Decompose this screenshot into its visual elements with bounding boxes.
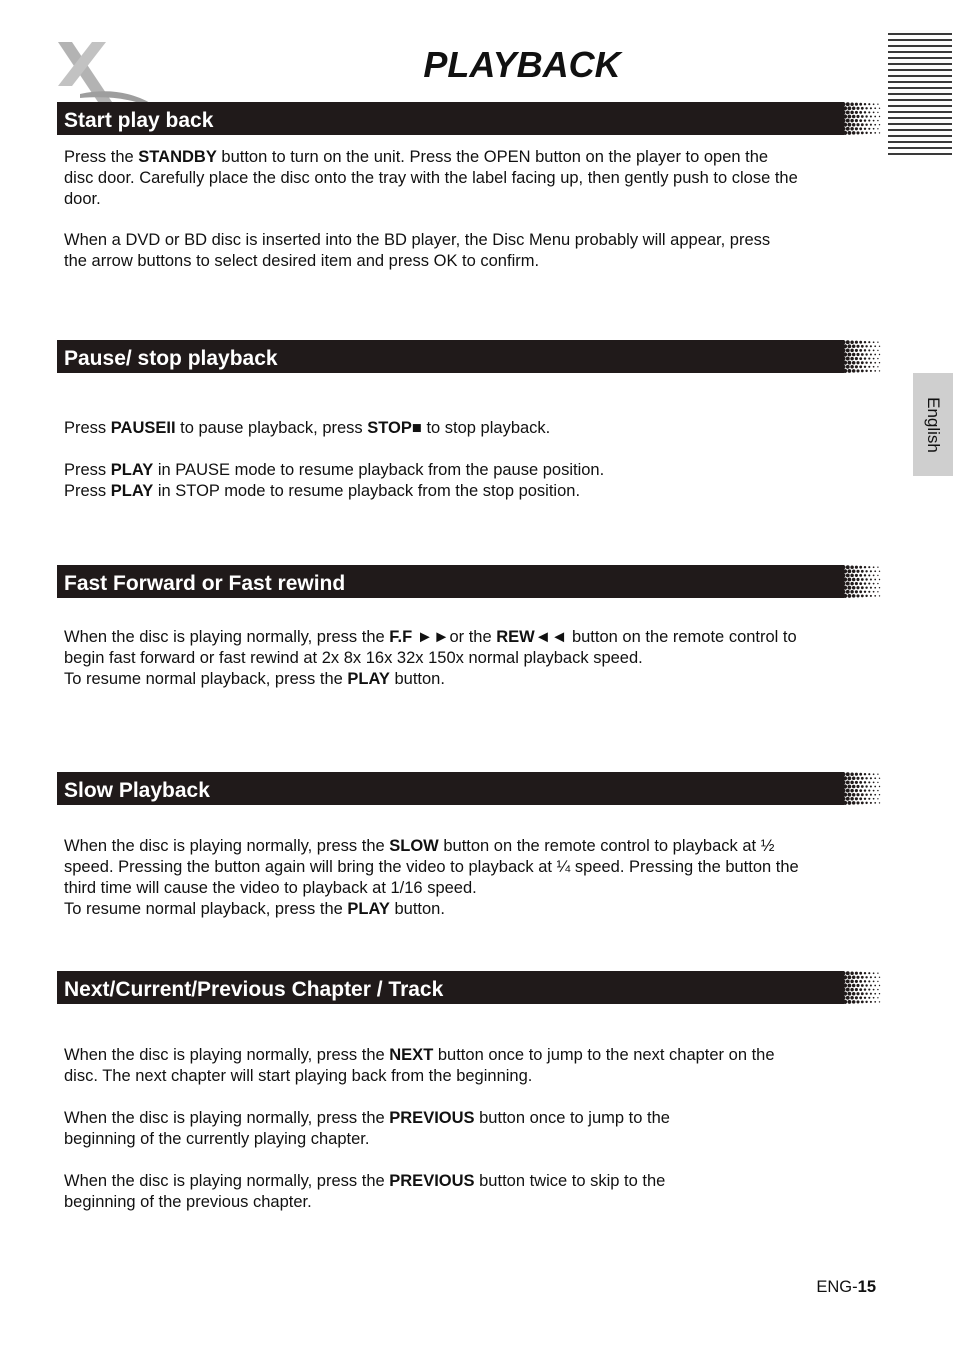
section-header-pause-stop-playback (57, 340, 881, 373)
bold-term: STOP■ (367, 419, 422, 437)
paragraph: Press PAUSEII to pause playback, press STOP■ to stop playback. (64, 419, 551, 437)
bold-term: PLAY (110, 461, 154, 479)
section-header-slow-playback (57, 772, 881, 805)
halftone-dots-icon (841, 102, 881, 135)
page-title: PLAYBACK (423, 44, 621, 85)
bold-term: PREVIOUS (389, 1172, 475, 1190)
bold-term: REW◄◄ (496, 628, 568, 646)
section-title: Pause/ stop playback (64, 347, 278, 370)
paragraph: Press the STANDBY button to turn on the unit. Press the OPEN button on the player to open the disc door. Carefully place the disc onto the tray with the label facing up, then gently push to close the door. (64, 148, 798, 208)
bold-term: PREVIOUS (389, 1109, 475, 1127)
paragraph: Press PLAY in PAUSE mode to resume playback from the pause position. Press PLAY in STOP mode to resume playback from the stop position. (64, 461, 605, 500)
horizontal-stripes-icon (888, 32, 952, 158)
halftone-dots-icon (841, 565, 881, 598)
bold-term: NEXT (389, 1046, 434, 1064)
page-number-prefix: ENG- (816, 1278, 858, 1296)
paragraph: When a DVD or BD disc is inserted into the BD player, the Disc Menu probably will appear, press the arrow buttons to select desired item and press OK to confirm. (64, 231, 771, 270)
halftone-dots-icon (841, 340, 881, 373)
paragraph: When the disc is playing normally, press the PREVIOUS button once to jump to the beginning of the currently playing chapter. (64, 1109, 670, 1148)
paragraph: When the disc is playing normally, press the NEXT button once to jump to the next chapter on the disc. The next chapter will start playing back from the beginning. (64, 1046, 775, 1085)
bold-term: PLAY (347, 900, 390, 918)
bold-term: STANDBY (138, 148, 217, 166)
language-tab-label: English (924, 396, 944, 453)
bold-term: PLAY (347, 670, 390, 688)
section-header-chapter-track (57, 971, 881, 1004)
section-title: Start play back (64, 109, 214, 132)
bold-term: SLOW (389, 837, 439, 855)
bold-term: PAUSEII (110, 419, 176, 437)
language-tab (913, 373, 953, 476)
section-title: Next/Current/Previous Chapter / Track (64, 978, 444, 1001)
section-title: Fast Forward or Fast rewind (64, 572, 346, 595)
bold-term: PLAY (110, 482, 154, 500)
bold-term: F.F ►► (389, 628, 450, 646)
section-header-start-play-back (57, 102, 881, 135)
paragraph: When the disc is playing normally, press the F.F ►►or the REW◄◄ button on the remote control to begin fast forward or fast rewind at 2x 8x 16x 32x 150x normal playback speed. To resume normal playback, press the PLAY button. (64, 628, 797, 688)
section-title: Slow Playback (64, 779, 210, 802)
halftone-dots-icon (841, 772, 881, 805)
page-number (790, 1277, 876, 1298)
section-header-fast-forward-rewind (57, 565, 881, 598)
paragraph: When the disc is playing normally, press the PREVIOUS button twice to skip to the beginning of the previous chapter. (64, 1172, 666, 1211)
halftone-dots-icon (841, 971, 881, 1004)
page-number-value: 15 (857, 1278, 876, 1296)
paragraph: When the disc is playing normally, press the SLOW button on the remote control to playback at ½ speed. Pressing the button again will bring the video to playback at ¼ speed. Pressing the button the third time will cause the video to playback at 1/16 speed. To resume normal playback, press the PLAY button. (64, 837, 799, 918)
